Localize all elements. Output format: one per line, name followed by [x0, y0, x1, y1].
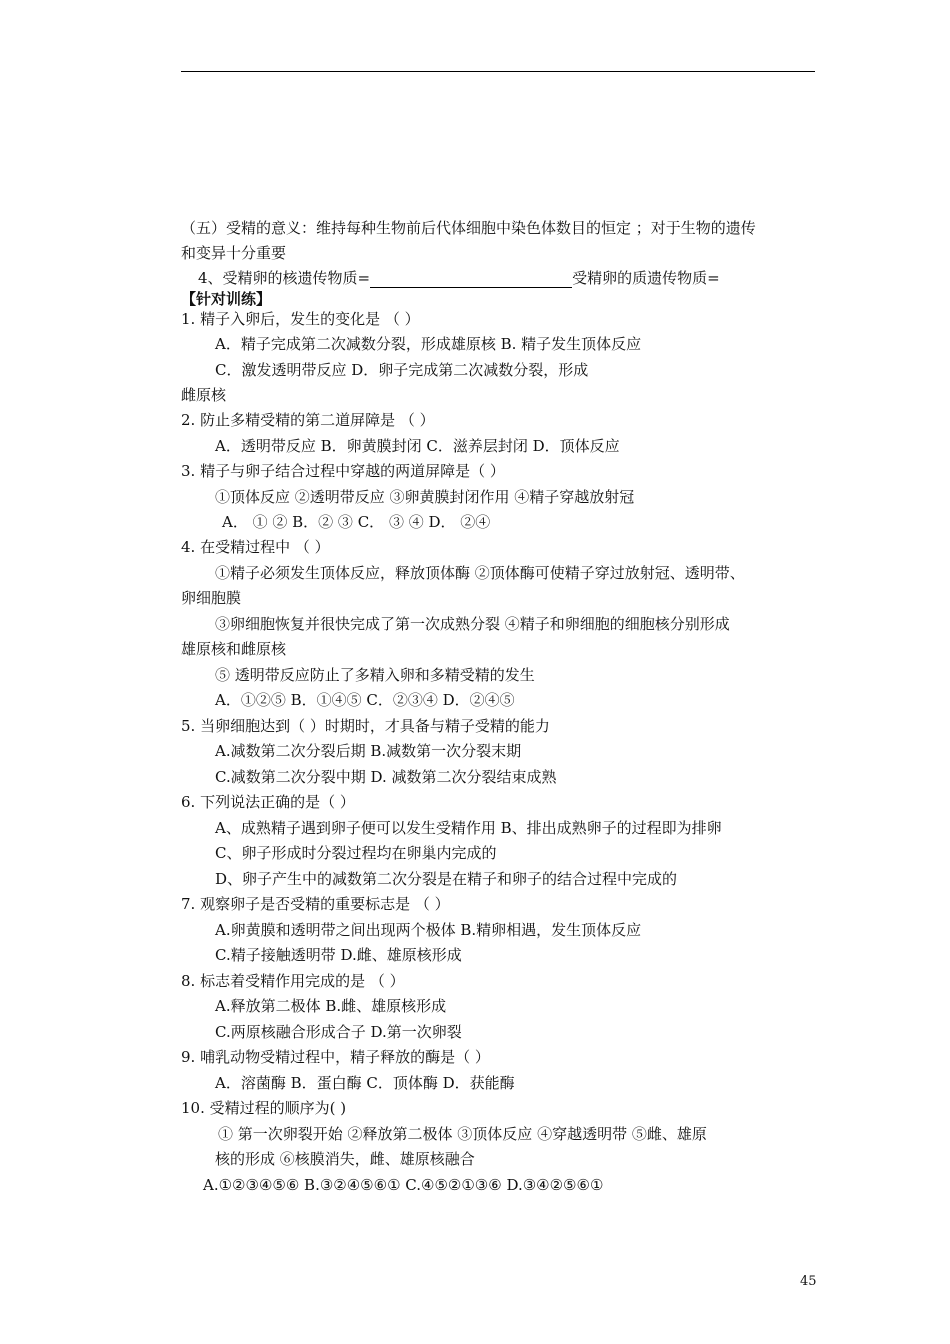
question-8-options: C.两原核融合形成合子 D.第一次卵裂	[215, 1023, 462, 1041]
question-6-option-line: C、卵子形成时分裂过程均在卵巢内完成的	[215, 844, 497, 862]
item-4-tail: 受精卵的质遗传物质=	[572, 269, 720, 287]
item-4	[198, 268, 720, 288]
question-3-stem: 3. 精子与卵子结合过程中穿越的两道屏障是（ ）	[181, 462, 505, 480]
question-6-stem: 6. 下列说法正确的是（ ）	[181, 793, 355, 811]
question-10-options: A.①②③④⑤⑥ B.③②④⑤⑥① C.④⑤②①③⑥ D.③④②⑤⑥①	[203, 1176, 604, 1194]
question-4-item-line: ③卵细胞恢复并很快完成了第一次成熟分裂 ④精子和卵细胞的细胞核分别形成	[215, 615, 730, 633]
question-4-item-line: ①精子必须发生顶体反应，释放顶体酶 ②顶体酶可使精子穿过放射冠、透明带、	[215, 564, 745, 582]
item-4-label: 4、受精卵的核遗传物质=	[198, 269, 371, 287]
question-4-item-line: ⑤ 透明带反应防止了多精入卵和多精受精的发生	[215, 666, 535, 684]
question-7-options: A.卵黄膜和透明带之间出现两个极体 B.精卵相遇，发生顶体反应	[215, 921, 642, 939]
question-9-options: A．溶菌酶 B．蛋白酶 C．顶体酶 D．获能酶	[215, 1074, 515, 1092]
question-4-options: A．①②⑤ B．①④⑤ C．②③④ D．②④⑤	[215, 691, 515, 709]
question-4-stem: 4. 在受精过程中 （ ）	[181, 538, 330, 556]
question-10-items: ① 第一次卵裂开始 ②释放第二极体 ③顶体反应 ④穿越透明带 ⑤雌、雄原	[218, 1125, 707, 1143]
question-9-stem: 9. 哺乳动物受精过程中，精子释放的酶是（ ）	[181, 1048, 490, 1066]
question-5-stem: 5. 当卵细胞达到（ ）时期时，才具备与精子受精的能力	[181, 717, 550, 735]
question-4-item-line: 雄原核和雌原核	[181, 640, 287, 658]
question-6-option-line: D、卵子产生中的减数第二次分裂是在精子和卵子的结合过程中完成的	[215, 870, 678, 888]
question-1-option-line: A．精子完成第二次减数分裂，形成雄原核 B. 精子发生顶体反应	[215, 335, 642, 353]
question-8-stem: 8. 标志着受精作用完成的是 （ ）	[181, 972, 405, 990]
significance-line-2: 和变异十分重要	[181, 244, 287, 262]
question-8-options: A.释放第二极体 B.雌、雄原核形成	[215, 997, 447, 1015]
question-1-option-line: 雌原核	[181, 386, 227, 404]
question-2-stem: 2. 防止多精受精的第二道屏障是 （ ）	[181, 411, 435, 429]
header-rule	[181, 71, 815, 72]
question-3-options: A． ① ② B．② ③ C． ③ ④ D． ②④	[222, 513, 491, 531]
question-7-options: C.精子接触透明带 D.雌、雄原核形成	[215, 946, 462, 964]
answer-blank	[370, 271, 572, 288]
question-3-items: ①顶体反应 ②透明带反应 ③卵黄膜封闭作用 ④精子穿越放射冠	[215, 488, 635, 506]
question-1-option-line: C．激发透明带反应 D．卵子完成第二次减数分裂，形成	[215, 361, 589, 379]
section-title: 【针对训练】	[181, 290, 272, 308]
question-5-options: A.减数第二次分裂后期 B.减数第一次分裂末期	[215, 742, 522, 760]
question-2-options: A．透明带反应 B．卵黄膜封闭 C．滋养层封闭 D．顶体反应	[215, 437, 620, 455]
question-6-option-line: A、成熟精子遇到卵子便可以发生受精作用 B、排出成熟卵子的过程即为排卵	[215, 819, 722, 837]
question-1-stem: 1. 精子入卵后，发生的变化是 （ ）	[181, 310, 420, 328]
significance-line-1: （五）受精的意义：维持每种生物前后代体细胞中染色体数目的恒定 ；对于生物的遗传	[181, 219, 756, 237]
question-10-items: 核的形成 ⑥核膜消失，雌、雄原核融合	[215, 1150, 475, 1168]
page-number: 45	[800, 1274, 817, 1289]
question-5-options: C.减数第二次分裂中期 D. 减数第二次分裂结束成熟	[215, 768, 557, 786]
question-7-stem: 7. 观察卵子是否受精的重要标志是 （ ）	[181, 895, 450, 913]
question-10-stem: 10. 受精过程的顺序为( )	[181, 1099, 347, 1117]
question-4-item-line: 卵细胞膜	[181, 589, 242, 607]
